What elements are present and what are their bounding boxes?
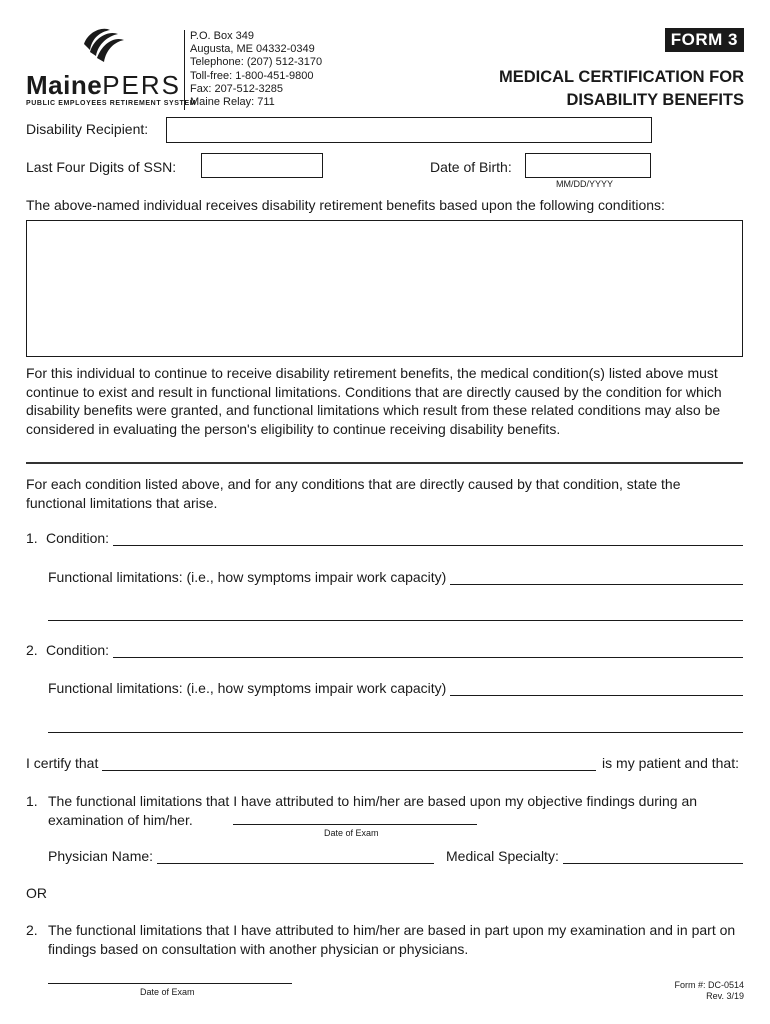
form-number-text: Form #: DC-0514 [674,980,744,990]
contact-line: Telephone: (207) 512-3170 [190,56,323,69]
statement-1-text: The functional limitations that I have attributed to him/her are based upon my objective findings during an examination of him/her. [48,793,698,828]
specialty-row [446,848,743,864]
physician-name-label: Physician Name: [48,848,154,864]
limitations-label: Functional limitations: (i.e., how symptoms impair work capacity) [48,680,447,696]
limitations-2-input[interactable] [450,682,743,696]
contact-line: Maine Relay: 711 [190,96,275,109]
or-separator: OR [26,885,47,901]
page-title [499,66,744,112]
condition-1-row [26,530,743,546]
certify-prefix: I certify that [26,755,99,771]
logo-main: Maine [26,70,103,100]
condition-label: Condition: [46,642,110,658]
certify-suffix: is my patient and that: [602,755,739,771]
contact-line: Toll-free: 1-800-451-9800 [190,69,314,82]
section-divider [26,462,743,464]
recipient-field[interactable] [166,117,652,143]
condition-2-input[interactable] [113,644,743,658]
logo [26,26,197,110]
conditions-intro: The above-named individual receives disability retirement benefits based upon the following conditions: [26,197,665,213]
title-line-1: MEDICAL CERTIFICATION FOR [498,68,744,86]
contact-line: P.O. Box 349 [190,30,255,42]
recipient-label: Disability Recipient: [26,121,149,137]
form-number [674,980,744,1002]
limitations-1-input[interactable] [450,571,743,585]
condition-1-input[interactable] [113,532,743,546]
condition-2-row [26,642,743,658]
exam-date-1-input[interactable] [233,824,477,825]
specialty-input[interactable] [563,850,743,864]
logo-accent: PERS [102,70,181,100]
physician-row [48,848,434,864]
certify-row [26,755,743,771]
dob-field[interactable] [525,153,651,178]
contact-line: Fax: 207-512-3285 [190,82,283,95]
statement-2-text: The functional limitations that I have attributed to him/her are based in part upon my examination and in part on findings based on consultation with another physician or physicians. [48,922,736,957]
contact-line: Augusta, ME 04332-0349 [190,43,315,56]
title-line-2: DISABILITY BENEFITS [566,91,744,109]
contact-block [190,30,322,109]
exam-date-2-input[interactable] [48,983,292,984]
item-number: 1. [26,530,38,546]
exam-date-1-label: Date of Exam [324,828,379,838]
limitations-label: Functional limitations: (i.e., how symptoms impair work capacity) [48,569,447,585]
ssn-label: Last Four Digits of SSN: [26,159,177,175]
specialty-label: Medical Specialty: [446,848,559,864]
limitations-1-row [48,569,743,585]
header-divider [184,30,185,110]
instructions-paragraph: For each condition listed above, and for any conditions that are directly caused by that condition, state the functional limitations that arise. [26,476,681,511]
logo-wordmark [26,70,181,101]
revision-text: Rev. 3/19 [706,991,744,1001]
item-number: 2. [26,642,38,658]
limitations-1-line-2[interactable] [48,620,743,621]
limitations-2-row [48,680,743,696]
maine-pers-logo-mark-icon [80,26,126,66]
condition-label: Condition: [46,530,110,546]
exam-date-2-label: Date of Exam [140,987,195,997]
logo-subtitle: PUBLIC EMPLOYEES RETIREMENT SYSTEM [26,100,197,107]
eligibility-paragraph: For this individual to continue to receive disability retirement benefits, the medical condition(s) listed above must continue to exist and result in functional limitations. Conditions that are directly caused by the condition for which disability benefits were granted, and functional limitations which result from these related conditions may also be considered in evaluating the person's eligibility to continue receiving disability benefits. [26,365,722,437]
physician-name-input[interactable] [157,850,434,864]
ssn-field[interactable] [201,153,323,178]
dob-label: Date of Birth: [430,159,512,175]
conditions-textarea[interactable] [26,220,743,357]
statement-1-number: 1. [26,793,38,809]
dob-format-hint: MM/DD/YYYY [556,179,614,189]
limitations-2-line-2[interactable] [48,732,743,733]
form-badge: FORM 3 [665,28,744,52]
statement-2-number: 2. [26,922,38,938]
patient-name-input[interactable] [102,757,596,771]
